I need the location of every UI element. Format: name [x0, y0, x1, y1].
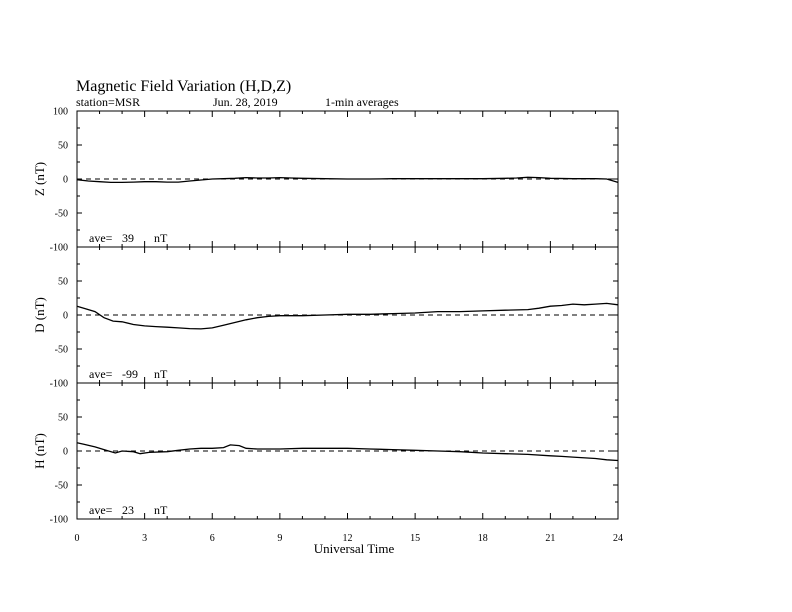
y-tick-label: -50: [54, 208, 68, 220]
y-axis-title: Z (nT): [32, 161, 47, 197]
y-axis-title: H (nT): [32, 433, 47, 469]
panel-h: [32, 383, 618, 526]
panel-d: [32, 247, 618, 390]
panel-z: [32, 107, 618, 254]
y-tick-label: -50: [54, 480, 68, 492]
x-tick-label: 0: [74, 533, 80, 544]
station-label: station=MSR: [76, 95, 141, 109]
x-tick-label: 12: [342, 533, 353, 544]
ave-prefix: ave=: [89, 367, 113, 381]
averaging-label: 1-min averages: [325, 95, 399, 109]
ave-unit: nT: [154, 231, 168, 245]
x-tick-label: 6: [209, 533, 215, 544]
date-label: Jun. 28, 2019: [213, 95, 278, 109]
ave-value: 39: [122, 231, 134, 245]
series-line-z: [77, 177, 618, 182]
ave-prefix: ave=: [89, 231, 113, 245]
x-tick-label: 3: [142, 533, 148, 544]
y-tick-label: 50: [58, 276, 68, 288]
y-tick-label: 0: [63, 174, 68, 186]
y-tick-label: 50: [58, 412, 68, 424]
ave-value: -99: [122, 367, 138, 381]
x-tick-label: 15: [410, 533, 421, 544]
ave-unit: nT: [154, 503, 168, 517]
y-tick-label: -50: [54, 344, 68, 356]
y-axis-title: D (nT): [32, 297, 47, 333]
ave-unit: nT: [154, 367, 168, 381]
y-tick-label: 100: [53, 106, 68, 118]
panels-group: [32, 107, 618, 526]
y-tick-label: 50: [58, 140, 68, 152]
ave-prefix: ave=: [89, 503, 113, 517]
series-line-d: [77, 303, 618, 329]
x-tick-label: 21: [545, 533, 556, 544]
x-tick-label: 18: [477, 533, 488, 544]
y-tick-label: -100: [49, 514, 68, 526]
series-line-h: [77, 443, 618, 461]
y-tick-label: 0: [63, 446, 68, 458]
chart-title: Magnetic Field Variation (H,D,Z): [76, 78, 292, 95]
x-tick-label: 24: [613, 533, 623, 544]
y-tick-label: -100: [49, 242, 68, 254]
y-tick-label: -100: [49, 378, 68, 390]
x-tick-label: 9: [277, 533, 283, 544]
x-axis-title: Universal Time: [313, 541, 395, 556]
ave-value: 23: [122, 503, 134, 517]
y-tick-label: 0: [63, 310, 68, 322]
